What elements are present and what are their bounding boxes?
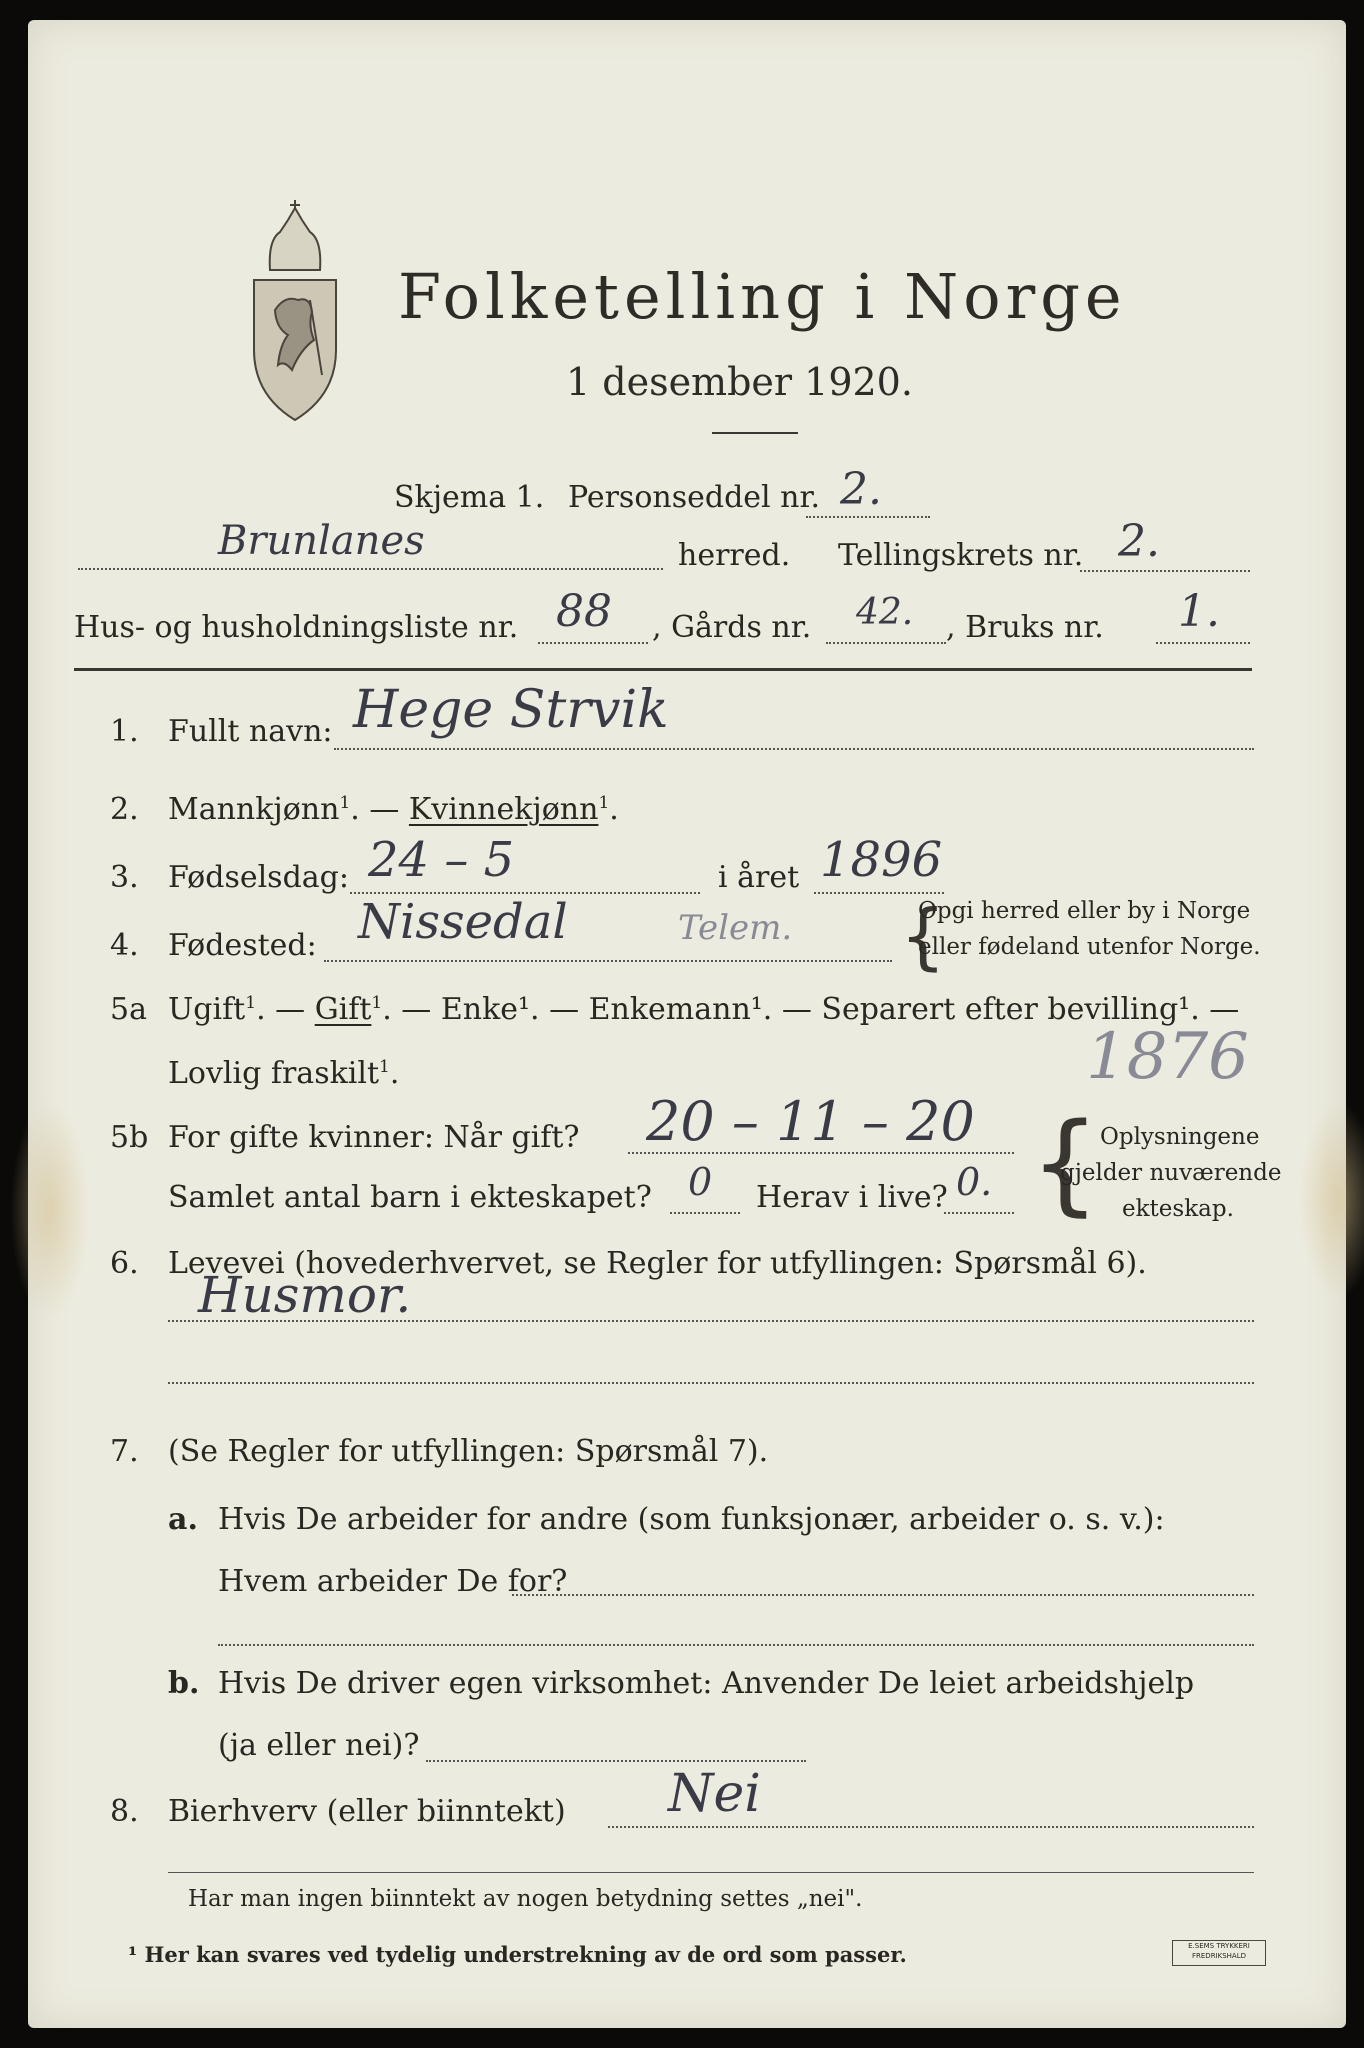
- q4-birthplace[interactable]: Nissedal: [358, 894, 568, 950]
- census-form-page: [28, 20, 1346, 2028]
- q2-mann-option[interactable]: Mannkjønn: [168, 792, 340, 827]
- bruks-label: , Bruks nr.: [946, 610, 1104, 645]
- q5a-number: 5a: [110, 992, 147, 1027]
- q8-number: 8.: [110, 1794, 139, 1829]
- q5b-note-line3: ekteskap.: [1122, 1196, 1234, 1222]
- q5a-ugift-option[interactable]: Ugift: [168, 992, 246, 1027]
- skjema-label: Skjema 1.: [394, 480, 545, 515]
- title-divider: [712, 432, 798, 434]
- herred-line: [78, 568, 663, 570]
- q5a-ugift-footnote: 1: [245, 993, 257, 1013]
- q5a-gift-option[interactable]: Gift: [314, 992, 372, 1027]
- q7a-line2[interactable]: [218, 1644, 1254, 1646]
- q2-options: Mannkjønn$^1$. — Kvinnekjønn$^1$.: [168, 792, 619, 827]
- q1-label: Fullt navn:: [168, 714, 333, 749]
- q4-birthplace-county[interactable]: Telem.: [678, 908, 793, 948]
- personseddel-line: [806, 516, 930, 518]
- q1-fullname[interactable]: Hege Strvik: [353, 680, 669, 740]
- q2-mann-footnote: 1: [339, 793, 351, 813]
- q7a-letter: a.: [168, 1502, 198, 1537]
- q4-label: Fødested:: [168, 928, 317, 963]
- q6-occupation[interactable]: Husmor.: [198, 1266, 412, 1324]
- q7b-line[interactable]: [426, 1760, 806, 1762]
- q4-note-line2: eller fødeland utenfor Norge.: [918, 934, 1261, 960]
- gards-value[interactable]: 42.: [856, 592, 914, 633]
- q4-line: [324, 960, 892, 962]
- tellingskrets-line: [1080, 570, 1250, 572]
- header-rule: [74, 668, 1252, 671]
- q5b-marriage-date[interactable]: 20 – 11 – 20: [646, 1090, 975, 1153]
- q3-birthyear[interactable]: 1896: [820, 832, 943, 888]
- coat-of-arms-icon: [240, 200, 350, 425]
- gards-label: , Gårds nr.: [652, 610, 812, 645]
- q2-number: 2.: [110, 792, 139, 827]
- q6-number: 6.: [110, 1246, 139, 1281]
- husholdningsliste-label: Hus- og husholdningsliste nr.: [74, 610, 519, 645]
- personseddel-label: Personseddel nr.: [568, 480, 821, 515]
- q4-note-line1: Opgi herred eller by i Norge: [918, 898, 1251, 924]
- tellingskrets-value[interactable]: 2.: [1118, 516, 1160, 567]
- q1-line: [334, 748, 1254, 750]
- q7a-line1[interactable]: [512, 1594, 1254, 1596]
- margin-year-note: 1876: [1086, 1020, 1249, 1094]
- q3-year-label: i året: [718, 860, 800, 895]
- q5b-note-line2: gjelder nuværende: [1060, 1160, 1282, 1186]
- q7b-letter: b.: [168, 1666, 200, 1701]
- q4-number: 4.: [110, 928, 139, 963]
- bruks-line: [1156, 642, 1250, 644]
- q7-number: 7.: [110, 1434, 139, 1469]
- tellingskrets-label: Tellingskrets nr.: [838, 538, 1084, 573]
- q5a-gift-footnote: 1: [371, 993, 383, 1013]
- q7a-text: Hvis De arbeider for andre (som funksjonær, arbeider o. s. v.):: [218, 1502, 1165, 1537]
- q8-label: Bierhverv (eller biinntekt): [168, 1794, 566, 1829]
- printer-stamp: E.SEMS TRYKKERI FREDRIKSHALD: [1172, 1940, 1266, 1966]
- q5a-line2: Lovlig fraskilt$^1$.: [168, 1056, 400, 1091]
- q5b-live-label: Herav i live?: [756, 1180, 948, 1215]
- q5a-options: Ugift$^1$. — Gift$^1$. — Enke¹. — Enkemann¹. — Separert efter bevilling¹. —: [168, 992, 1240, 1027]
- q2-kvinne-footnote: 1: [598, 793, 610, 813]
- q5b-barn-label: Samlet antal barn i ekteskapet?: [168, 1180, 652, 1215]
- q2-kvinne-option[interactable]: Kvinnekjønn: [408, 792, 599, 827]
- bruks-value[interactable]: 1.: [1178, 586, 1220, 637]
- q1-number: 1.: [110, 714, 139, 749]
- gards-line: [826, 642, 946, 644]
- husholdningsliste-value[interactable]: 88: [556, 586, 612, 637]
- q5b-brace: {: [1030, 1099, 1100, 1227]
- personseddel-value[interactable]: 2.: [840, 464, 882, 515]
- q5b-barn-value[interactable]: 0: [688, 1160, 713, 1204]
- paper-stain-left: [10, 1100, 90, 1320]
- q5a-other-options[interactable]: . — Enke¹. — Enkemann¹. — Separert efter bevilling¹. —: [382, 992, 1240, 1027]
- q3-birthdate[interactable]: 24 – 5: [368, 832, 515, 888]
- q6-label: Levevei (hovederhvervet, se Regler for utfyllingen: Spørsmål 6).: [168, 1246, 1147, 1281]
- footnote: ¹ Her kan svares ved tydelig understrekning av de ord som passer.: [128, 1942, 907, 1967]
- q5b-label: For gifte kvinner: Når gift?: [168, 1120, 580, 1155]
- husholdningsliste-line: [538, 642, 648, 644]
- footer-note: Har man ingen biinntekt av nogen betydning settes „nei".: [188, 1886, 863, 1912]
- q5b-number: 5b: [110, 1120, 149, 1155]
- q5b-note-line1: Oplysningene: [1100, 1124, 1260, 1150]
- q8-value[interactable]: Nei: [668, 1764, 761, 1824]
- census-date: 1 desember 1920.: [566, 360, 913, 404]
- q5b-live-line: [944, 1212, 1014, 1214]
- form-title: Folketelling i Norge: [398, 260, 1127, 333]
- q8-line: [608, 1826, 1254, 1828]
- q5a-fraskilt-option[interactable]: Lovlig fraskilt: [168, 1056, 380, 1091]
- q3-number: 3.: [110, 860, 139, 895]
- q7a-question: Hvem arbeider De for?: [218, 1564, 568, 1599]
- q7b-text: Hvis De driver egen virksomhet: Anvender De leiet arbeidshjelp: [218, 1666, 1195, 1701]
- q7b-question: (ja eller nei)?: [218, 1728, 420, 1763]
- q5b-live-value[interactable]: 0.: [956, 1160, 993, 1204]
- herred-value[interactable]: Brunlanes: [218, 518, 425, 564]
- q6-line2: [168, 1382, 1254, 1384]
- q3-label: Fødselsdag:: [168, 860, 349, 895]
- q5a-fraskilt-footnote: 1: [379, 1057, 390, 1077]
- herred-label: herred.: [678, 538, 791, 573]
- footer-rule: [168, 1872, 1254, 1873]
- q4-brace: {: [900, 894, 946, 978]
- q2-separator: . —: [350, 792, 400, 827]
- q7-label: (Se Regler for utfyllingen: Spørsmål 7).: [168, 1434, 769, 1469]
- paper-stain-right: [1298, 1100, 1364, 1300]
- q5b-barn-line: [670, 1212, 740, 1214]
